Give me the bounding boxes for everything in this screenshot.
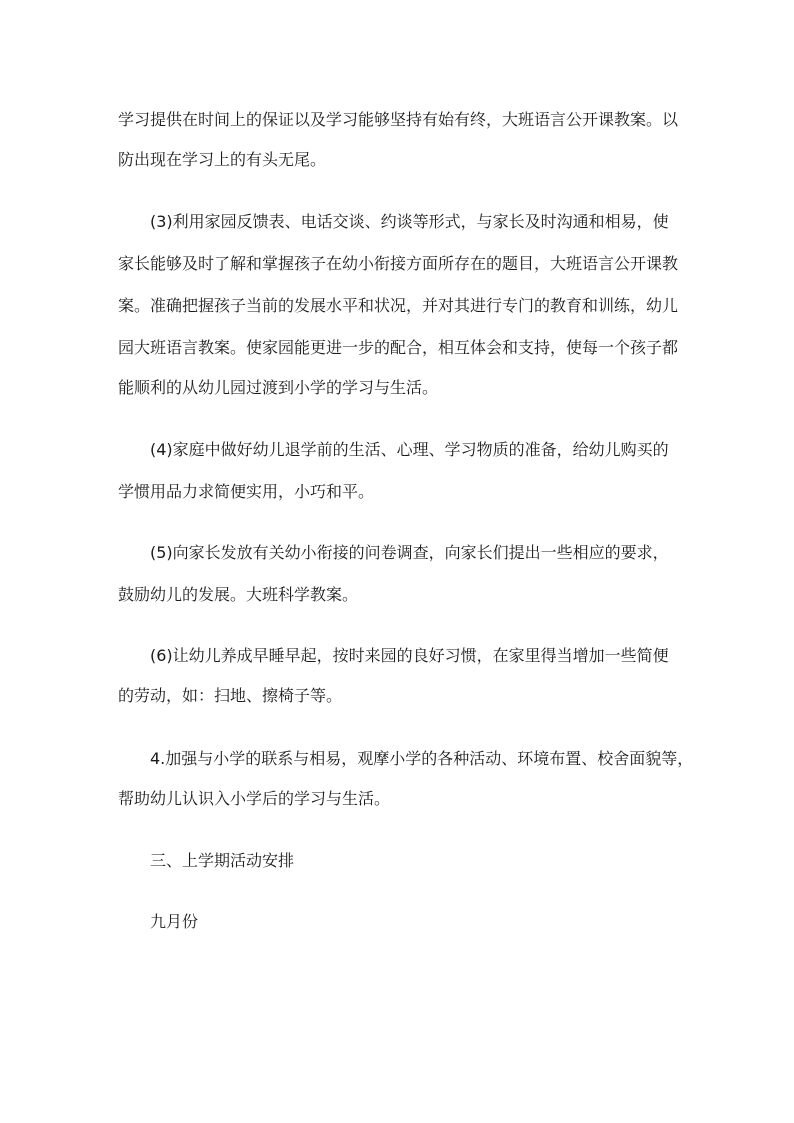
section-heading: 三、上学期活动安排 <box>150 851 295 870</box>
text-line: 园大班语言教案。使家园能更进一步的配合，相互体会和支持，使每一个孩子都 <box>118 338 679 357</box>
paragraph-6-start: (6)让幼儿养成早睡早起，按时来园的良好习惯，在家里得当增加一些简便 <box>150 646 669 665</box>
text-line: 学习提供在时间上的保证以及学习能够坚持有始有终，大班语言公开课教案。以 <box>118 110 679 129</box>
text-line: 能顺利的从幼儿园过渡到小学的学习与生活。 <box>118 378 439 397</box>
paragraph-4-start: (4)家庭中做好幼儿退学前的生活、心理、学习物质的准备，给幼儿购买的 <box>150 440 669 459</box>
text-line: 学惯用品力求简便实用，小巧和平。 <box>118 482 375 501</box>
text-line: 家长能够及时了解和掌握孩子在幼小衔接方面所存在的题目，大班语言公开课教 <box>118 254 679 273</box>
paragraph-3-start: (3)利用家园反馈表、电话交谈、约谈等形式，与家长及时沟通和相易，使 <box>150 212 669 231</box>
text-line: 案。准确把握孩子当前的发展水平和状况，并对其进行专门的教育和训练，幼儿 <box>118 296 679 315</box>
text-line: 帮助幼儿认识入小学后的学习与生活。 <box>118 789 391 808</box>
text-line: 鼓励幼儿的发展。大班科学教案。 <box>118 585 359 604</box>
text-line: 的劳动，如：扫地、擦椅子等。 <box>118 686 343 705</box>
paragraph-point-4-start: 4.加强与小学的联系与相易，观摩小学的各种活动、环境布置、校舍面貌等， <box>150 749 694 768</box>
text-line: 防出现在学习上的有头无尾。 <box>118 150 327 169</box>
paragraph-5-start: (5)向家长发放有关幼小衔接的问卷调查，向家长们提出一些相应的要求， <box>150 543 669 562</box>
month-heading: 九月份 <box>150 912 199 931</box>
